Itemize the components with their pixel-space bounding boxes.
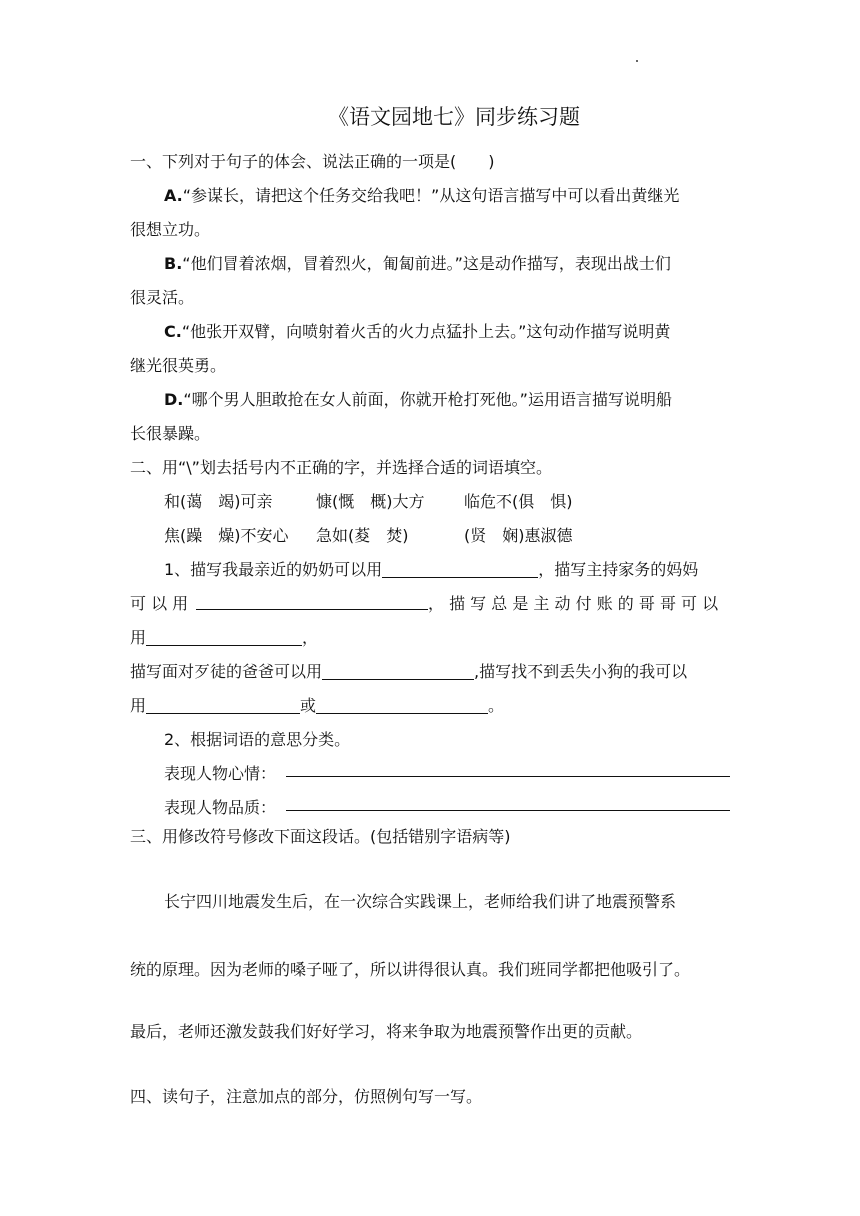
word-choice: 焦(躁 燥)不安心 bbox=[164, 526, 289, 545]
q1-option-b bbox=[164, 253, 671, 275]
q1-option-d-cont: 长很暴躁。 bbox=[130, 424, 211, 443]
q1-option-b-cont: 很灵活。 bbox=[130, 288, 195, 307]
quality-label: 表现人物品质： bbox=[164, 798, 277, 817]
word-choice: 慷(慨 概)大方 bbox=[316, 492, 425, 511]
word-choice: 急如(荾 焚) bbox=[316, 526, 409, 545]
mood-label: 表现人物心情： bbox=[164, 764, 277, 783]
quality-answer-line[interactable] bbox=[286, 810, 730, 811]
fill-text: 1、描写我最亲近的奶奶可以用 bbox=[164, 560, 383, 579]
q2-stem: 二、用“\”划去括号内不正确的字，并选择合适的词语填空。 bbox=[130, 458, 552, 477]
fill-text: 。 bbox=[488, 696, 505, 715]
fill-text: 可 以 用 bbox=[130, 594, 189, 613]
q1-option-c bbox=[164, 321, 670, 343]
q1-option-c-cont: 继光很英勇。 bbox=[130, 356, 227, 375]
q3-paragraph-line: 最后，老师还激发鼓我们好好学习，将来争取为地震预警作出更的贡献。 bbox=[130, 1022, 643, 1041]
q2-sub1-line5 bbox=[130, 695, 504, 717]
answer-blank[interactable] bbox=[196, 609, 428, 610]
page-title: 《语文园地七》同步练习题 bbox=[328, 105, 580, 129]
q2-sub2-label: 2、根据词语的意思分类。 bbox=[164, 730, 351, 749]
fill-text: 用 bbox=[130, 628, 147, 647]
fill-text: 用 bbox=[130, 696, 147, 715]
word-choice: (贤 娴)惠淑德 bbox=[464, 526, 573, 545]
answer-blank[interactable] bbox=[322, 661, 474, 680]
option-text: “他们冒着浓烟，冒着烈火，匍匐前进。”这是动作描写，表现出战士们 bbox=[182, 254, 671, 273]
q1-stem: 一、下列对于句子的体会、说法正确的一项是( ) bbox=[130, 152, 495, 171]
option-text: “他张开双臂，向喷射着火舌的火力点猛扑上去。”这句动作描写说明黄 bbox=[181, 322, 671, 341]
answer-blank[interactable] bbox=[316, 695, 488, 714]
q3-stem: 三、用修改符号修改下面这段话。(包括错别字语病等) bbox=[130, 827, 511, 846]
q2-sub1-line2 bbox=[130, 593, 188, 615]
fill-text: ， 描 写 总 是 主 动 付 账 的 哥 哥 可 以 bbox=[428, 594, 719, 613]
word-choice: 临危不(俱 惧) bbox=[464, 492, 573, 511]
fill-text: ，描写主持家务的妈妈 bbox=[538, 560, 699, 579]
q2-sub1-line1 bbox=[164, 559, 698, 581]
answer-blank[interactable] bbox=[382, 559, 538, 578]
option-label: D. bbox=[164, 390, 184, 409]
option-label: C. bbox=[164, 322, 182, 341]
answer-blank[interactable] bbox=[146, 695, 300, 714]
option-text: “哪个男人胆敢抢在女人前面，你就开枪打死他。”运用语言描写说明船 bbox=[183, 390, 672, 409]
q3-paragraph-line: 统的原理。因为老师的嗓子哑了，所以讲得很认真。我们班同学都把他吸引了。 bbox=[130, 960, 691, 979]
fill-text: ， bbox=[302, 628, 319, 647]
fill-text: 或 bbox=[300, 696, 317, 715]
fill-text: 描写面对歹徒的爸爸可以用 bbox=[130, 662, 323, 681]
fill-text: ,描写找不到丢失小狗的我可以 bbox=[474, 662, 688, 681]
mood-answer-line[interactable] bbox=[286, 776, 730, 777]
option-text: “参谋长，请把这个任务交给我吧！”从这句语言描写中可以看出黄继光 bbox=[182, 186, 680, 205]
q4-stem: 四、读句子，注意加点的部分，仿照例句写一写。 bbox=[130, 1087, 483, 1106]
option-label: B. bbox=[164, 254, 183, 273]
answer-blank[interactable] bbox=[146, 627, 302, 646]
q1-option-a-cont: 很想立功。 bbox=[130, 220, 211, 239]
q2-sub1-line4 bbox=[130, 661, 687, 683]
option-label: A. bbox=[164, 186, 183, 205]
q2-sub1-line3 bbox=[130, 627, 318, 649]
scan-dot bbox=[636, 60, 638, 62]
word-choice: 和(蔼 竭)可亲 bbox=[164, 492, 273, 511]
q1-option-d bbox=[164, 389, 672, 411]
q1-option-a bbox=[164, 185, 679, 207]
q3-paragraph-line: 长宁四川地震发生后，在一次综合实践课上，老师给我们讲了地震预警系 bbox=[164, 892, 677, 911]
